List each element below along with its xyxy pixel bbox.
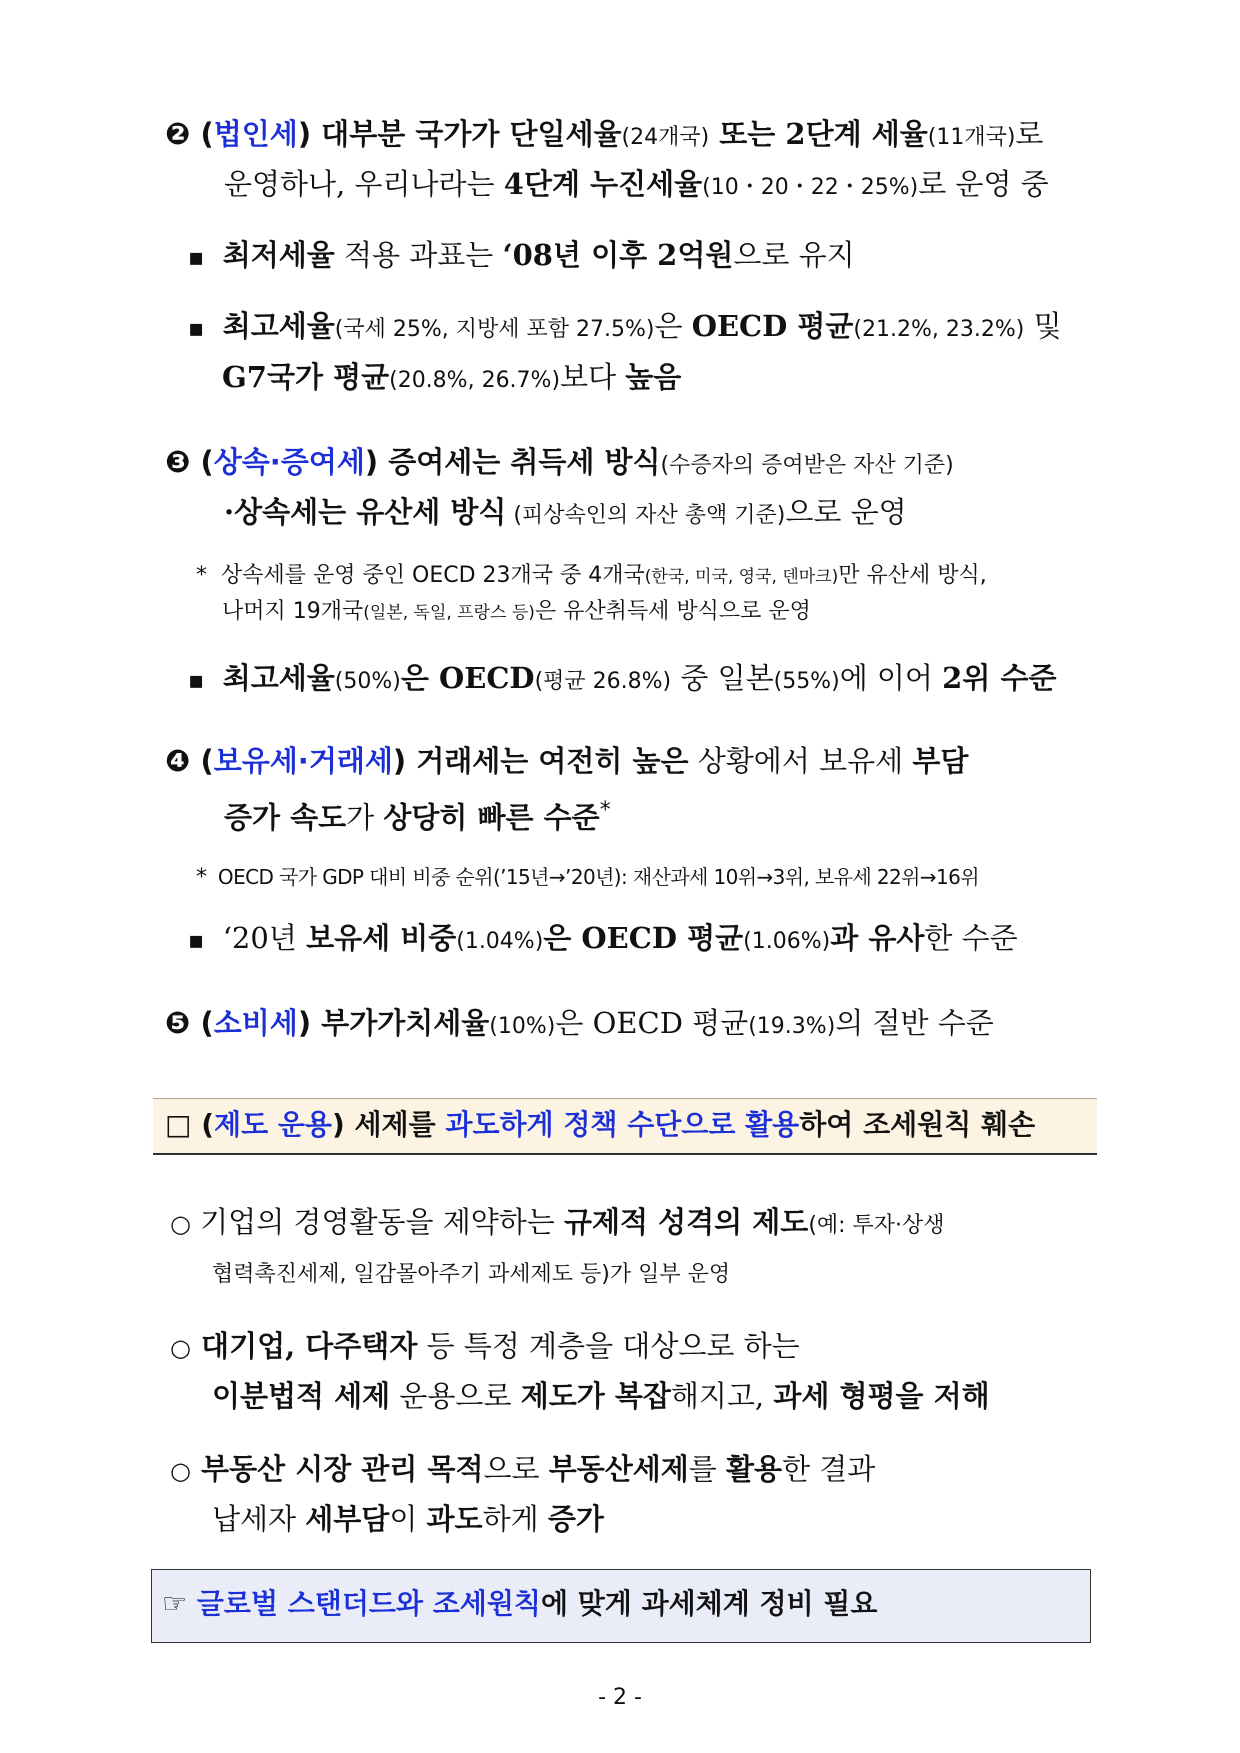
bullet-icon: ▪ — [188, 926, 205, 954]
sec2-line2: 운영하나, 우리나라는 4단계 누진세율(10・20・22・25%)로 운영 중 — [224, 167, 1049, 201]
asterisk-icon: * — [196, 563, 207, 588]
sec4-note: * OECD 국가 GDP 대비 비중 순위(’15년→’20년): 재산과세 10위→3위, 보유세 22위→16위 — [196, 865, 980, 890]
sec5-line1: ❺ (소비세) 부가가치세율(10%)은 OECD 평균(19.3%)의 절반 수준 — [165, 1006, 994, 1041]
sec3-tag: 상속·증여세 — [213, 445, 365, 479]
sec4-tag: 보유세·거래세 — [213, 744, 393, 778]
sec5-number: ❺ — [165, 1006, 191, 1041]
circle-bullet-icon: ○ — [170, 1334, 191, 1362]
system-operation-header-box — [153, 1098, 1097, 1155]
sec2-tag: 법인세 — [213, 117, 298, 151]
page-number: - 2 - — [598, 1685, 642, 1710]
sec4-bullet1: ▪ ‘20년 보유세 비중(1.04%)은 OECD 평균(1.06%)과 유사한 수준 — [188, 921, 1018, 955]
asterisk-icon: * — [196, 865, 207, 890]
sec4-number: ❹ — [165, 744, 191, 779]
bullet-icon: ▪ — [188, 243, 205, 271]
system-operation-header-text: □ (제도 운용) 세제를 과도하게 정책 수단으로 활용하여 조세원칙 훼손 — [165, 1108, 1036, 1141]
circle-bullet-icon: ○ — [170, 1457, 191, 1485]
sec2-bullet1: ▪ 최저세율 적용 과표는 ‘08년 이후 2억원으로 유지 — [188, 238, 855, 272]
pointing-hand-icon: ☞ — [162, 1587, 188, 1620]
issue-item-2-cont: 이분법적 세제 운용으로 제도가 복잡해지고, 과세 형평을 저해 — [212, 1379, 990, 1413]
circle-bullet-icon: ○ — [170, 1210, 191, 1238]
bullet-icon: ▪ — [188, 314, 205, 342]
conclusion-text: ☞ 글로벌 스탠더드와 조세원칙에 맞게 과세체계 정비 필요 — [162, 1587, 878, 1620]
square-icon: □ — [165, 1108, 192, 1141]
issue-item-1: ○ 기업의 경영활동을 제약하는 규제적 성격의 제도(예: 투자·상생 — [170, 1205, 945, 1239]
sec2-bullet2-cont: G7국가 평균(20.8%, 26.7%)보다 높음 — [222, 360, 682, 394]
sec3-line1: ❸ (상속·증여세) 증여세는 취득세 방식(수증자의 증여받은 자산 기준) — [165, 445, 954, 480]
bullet-icon: ▪ — [188, 666, 205, 694]
sec3-number: ❸ — [165, 445, 191, 480]
issue-item-3-cont: 납세자 세부담이 과도하게 증가 — [212, 1502, 604, 1536]
sec2-bullet2: ▪ 최고세율(국세 25%, 지방세 포함 27.5%)은 OECD 평균(21.2%, 23.2%) 및 — [188, 309, 1062, 343]
sec3-line2: ·상속세는 유산세 방식 (피상속인의 자산 총액 기준)으로 운영 — [224, 495, 907, 529]
issue-item-3: ○ 부동산 시장 관리 목적으로 부동산세제를 활용한 결과 — [170, 1452, 876, 1486]
issue-item-1-cont: 협력촉진세제, 일감몰아주기 과세제도 등)가 일부 운영 — [212, 1262, 731, 1287]
sec3-note2: 나머지 19개국(일본, 독일, 프랑스 등)은 유산취득세 방식으로 운영 — [222, 599, 811, 624]
sec2-line1: ❷ (법인세) 대부분 국가가 단일세율(24개국) 또는 2단계 세율(11개국)로 — [165, 117, 1044, 152]
sec3-note1: * 상속세를 운영 중인 OECD 23개국 중 4개국(한국, 미국, 영국, 덴마크)만 유산세 방식, — [196, 563, 987, 588]
issue-item-2: ○ 대기업, 다주택자 등 특정 계층을 대상으로 하는 — [170, 1329, 800, 1363]
conclusion-box — [151, 1569, 1091, 1643]
sec2-number: ❷ — [165, 117, 191, 152]
sec3-bullet1: ▪ 최고세율(50%)은 OECD(평균 26.8%) 중 일본(55%)에 이어 2위 수준 — [188, 661, 1057, 695]
sec5-tag: 소비세 — [213, 1006, 298, 1040]
sec4-line2: 증가 속도가 상당히 빠른 수준* — [224, 798, 611, 835]
sec4-line1: ❹ (보유세·거래세) 거래세는 여전히 높은 상황에서 보유세 부담 — [165, 744, 969, 779]
